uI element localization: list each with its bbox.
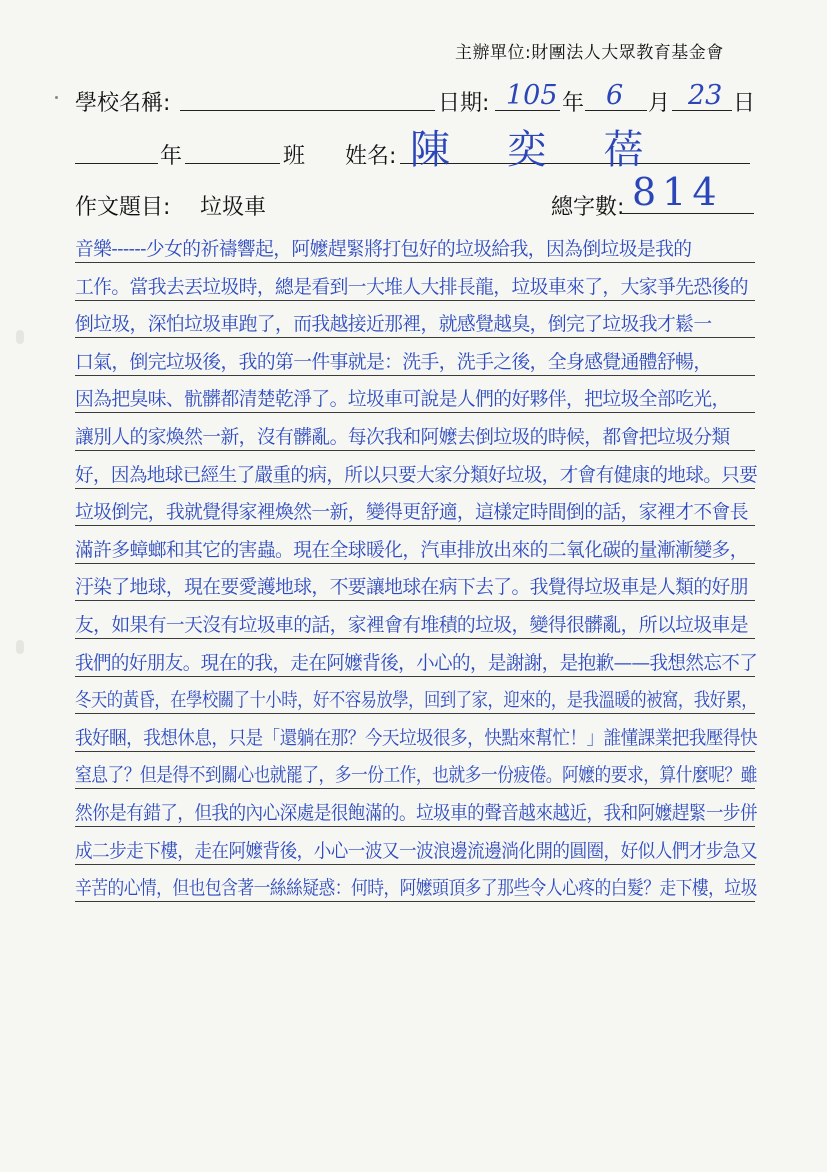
essay-line-text: 辛苦的心情，但也包含著一絲絲疑惑：何時，阿嬤頭頂多了那些令人心疼的白髮？走下樓，垃圾 (75, 877, 757, 900)
essay-line-text: 工作。當我去丟垃圾時，總是看到一大堆人大排長龍，垃圾車來了，大家爭先恐後的 (75, 275, 748, 298)
day-label: 日 (733, 91, 756, 116)
essay-line-text: 成二步走下樓，走在阿嬤背後，小心一波又一波浪邊流邊淌化開的圓圈，好似人們才步急又 (75, 839, 758, 862)
essay-line-text: 然你是有錯了，但我的內心深處是很飽滿的。垃圾車的聲音越來越近，我和阿嬤趕緊一步併 (75, 802, 758, 824)
topic-value: 垃圾車 (200, 195, 267, 220)
sponsor-text: 主辦單位:財團法人大眾教育基金會 (455, 43, 724, 63)
essay-line-text: 因為把臭味、骯髒都清楚乾淨了。垃圾車可說是人們的好夥伴，把垃圾全部吃光， (75, 388, 730, 411)
essay-line-text: 我好睏，我想休息，只是「還躺在那？今天垃圾很多，快點來幫忙！」誰懂課業把我壓得快 (75, 726, 758, 749)
essay-line-text: 倒垃圾，深怕垃圾車跑了，而我越接近那裡，就感覺越臭，倒完了垃圾我才鬆一 (75, 313, 712, 336)
school-label: 學校名稱: (75, 91, 171, 116)
name-value: 陳 奕 蓓 (410, 127, 666, 173)
school-underline (180, 110, 435, 111)
year-label: 年 (562, 91, 585, 116)
essay-line-text: 冬天的黃昏，在學校關了十小時，好不容易放學，回到了家，迎來的，是我溫暖的被窩，我好累， (75, 689, 758, 712)
essay-line-text: 汙染了地球，現在要愛護地球，不要讓地球在病下去了。我覺得垃圾車是人類的好朋 (75, 576, 748, 599)
margin-dot (55, 96, 58, 99)
class-label: 班 (283, 144, 306, 169)
essay-line-text: 窒息了？但是得不到關心也就罷了，多一份工作，也就多一份疲倦。阿嬤的要求，算什麼呢？雖 (75, 764, 757, 787)
grade-underline (75, 163, 158, 164)
essay-line-text: 好，因為地球已經生了嚴重的病，所以只要大家分類好垃圾，才會有健康的地球。只要 (75, 463, 758, 486)
binder-hole (16, 330, 24, 344)
month-value: 6 (606, 80, 624, 111)
name-label: 姓名: (345, 144, 397, 169)
day-value: 23 (688, 80, 723, 111)
essay-line-text: 垃圾倒完，我就覺得家裡煥然一新，變得更舒適，這樣定時間倒的話，家裡才不會長 (75, 501, 748, 524)
essay-line-text: 友，如果有一天沒有垃圾車的話，家裡會有堆積的垃圾，變得很髒亂，所以垃圾車是 (75, 614, 748, 636)
topic-label: 作文題目: (75, 195, 171, 220)
essay-line-text: 口氣，倒完垃圾後，我的第一件事就是：洗手，洗手之後，全身感覺通體舒暢， (75, 350, 712, 373)
wordcount-value: 814 (632, 170, 723, 214)
year-value: 105 (506, 80, 558, 111)
essay-line-text: 讓別人的家煥然一新，沒有髒亂。每次我和阿嬤去倒垃圾的時候，都會把垃圾分類 (75, 426, 730, 448)
grade-label: 年 (160, 144, 183, 169)
date-label: 日期: (438, 91, 490, 116)
class-underline (185, 163, 280, 164)
essay-line-text: 滿許多蟑螂和其它的害蟲。現在全球暖化，汽車排放出來的二氧化碳的量漸漸變多， (75, 538, 748, 561)
binder-hole (16, 640, 24, 654)
essay-line-text: 我們的好朋友。現在的我，走在阿嬤背後，小心的，是謝謝，是抱歉——我想然忘不了 (75, 651, 758, 674)
essay-line-text: 音樂------少女的祈禱響起，阿嬤趕緊將打包好的垃圾給我，因為倒垃圾是我的 (75, 238, 692, 260)
month-label: 月 (648, 91, 671, 116)
wordcount-label: 總字數: (551, 195, 625, 220)
